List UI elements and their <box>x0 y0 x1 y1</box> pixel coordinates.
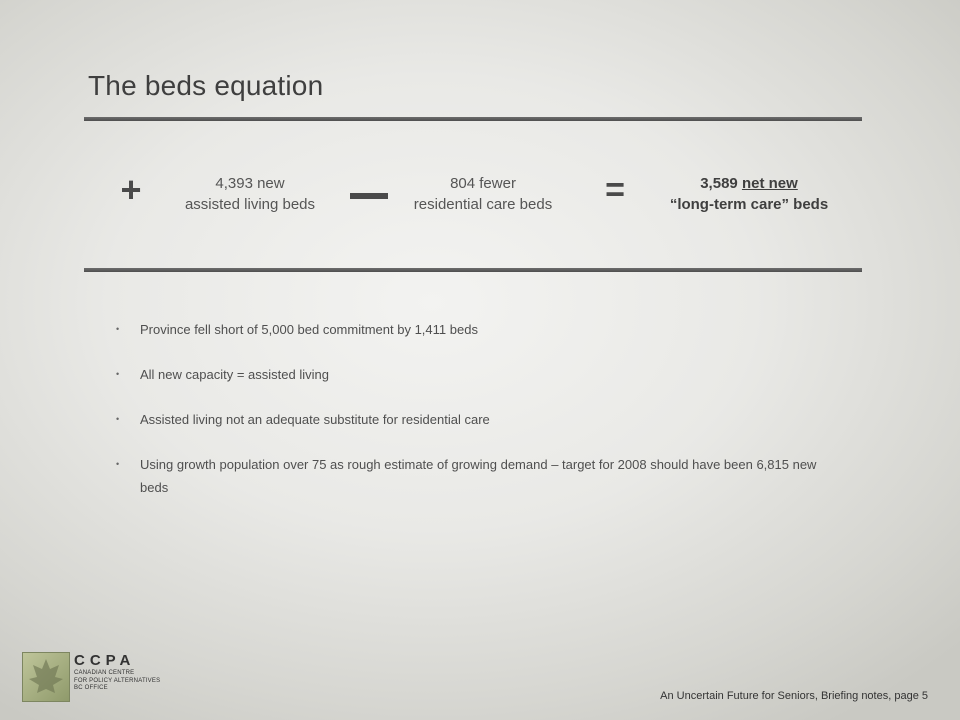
bullet-dot-icon: • <box>116 459 120 469</box>
logo-name: CCPA <box>74 652 136 669</box>
term-residential-care-count: 804 fewer <box>450 175 516 192</box>
equals-operator: = <box>605 171 625 209</box>
logo-line-2: FOR POLICY ALTERNATIVES <box>74 677 161 684</box>
bullet-text: Using growth population over 75 as rough estimate of growing demand – target for 2008 should have been 6,815 new beds <box>140 457 817 495</box>
bullet-text: All new capacity = assisted living <box>140 367 329 382</box>
top-divider <box>84 117 862 121</box>
ccpa-logo <box>22 652 172 704</box>
bullet-item <box>116 408 840 431</box>
result-highlight: net new <box>741 175 798 192</box>
result-label: “long-term care” beds <box>669 196 829 213</box>
bullet-text: Assisted living not an adequate substitute for residential care <box>140 412 490 427</box>
term-residential-care <box>388 173 578 215</box>
bullet-dot-icon: • <box>116 369 120 379</box>
bottom-divider <box>84 268 862 272</box>
plus-operator: + <box>120 169 142 210</box>
bullet-dot-icon: • <box>116 324 120 334</box>
minus-operator <box>350 193 388 199</box>
page-title: The beds equation <box>88 70 324 101</box>
term-assisted-living-count: 4,393 new <box>215 175 285 192</box>
bullet-item <box>116 363 840 386</box>
term-result <box>640 173 858 215</box>
bullet-text: Province fell short of 5,000 bed commitment by 1,411 beds <box>140 322 478 337</box>
footer-text: An Uncertain Future for Seniors, Briefing notes, page 5 <box>660 690 928 702</box>
bullet-item <box>116 453 840 499</box>
term-residential-care-label: residential care beds <box>413 196 553 213</box>
logo-line-3: BC OFFICE <box>74 685 108 691</box>
bullet-list <box>116 318 840 521</box>
logo-line-1: CANADIAN CENTRE <box>74 670 135 676</box>
term-assisted-living <box>160 173 340 215</box>
logo-text <box>74 652 160 693</box>
bullet-item <box>116 318 840 341</box>
result-number: 3,589 <box>700 175 738 192</box>
maple-leaf-icon <box>22 652 70 702</box>
term-assisted-living-label: assisted living beds <box>184 196 316 213</box>
bullet-dot-icon: • <box>116 414 120 424</box>
